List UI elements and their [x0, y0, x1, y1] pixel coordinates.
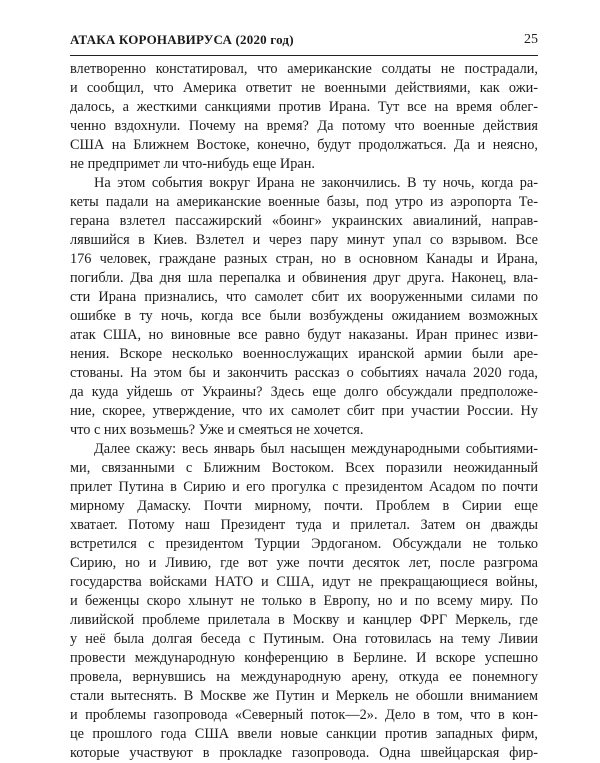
- text-line: ченно вздохнули. Почему на время? Да потому что военные действия: [70, 118, 538, 134]
- text-line: кеты падали на американские военные базы, под утро из аэропорта Те-: [70, 194, 538, 210]
- text-line: что с них возьмешь? Уже и смеяться не хочется.: [70, 422, 364, 438]
- text-line: и сообщил, что Америка ответит не военными действиями, как ожи-: [70, 80, 538, 96]
- text-line: стованы. На этом бы и закончить рассказ о событиях начала 2020 года,: [70, 365, 538, 381]
- text-line: не предпримет ли что-нибудь еще Иран.: [70, 156, 315, 172]
- text-line: мирному Дамаску. Почти мирному, почти. Проблем в Сирии еще: [70, 498, 538, 514]
- paragraph: [70, 174, 538, 440]
- text-line: прилет Путина в Сирию и его прогулка с президентом Асадом по почти: [70, 479, 538, 495]
- text-line: ние, скорее, утверждение, что их самолет сбит при участии России. Ну: [70, 403, 538, 419]
- text-line: провести международную конференцию в Берлине. И вскоре успешно: [70, 650, 538, 666]
- text-line: Сирию, но и Ливию, где вот уже почти десяток лет, после разгрома: [70, 555, 538, 571]
- text-line: и беженцы скоро хлынут не только в Европу, но и по всему миру. По: [70, 593, 538, 609]
- text-line: лявшийся в Киев. Взлетел и через пару минут упал со взрывом. Все: [70, 232, 538, 248]
- text-line: ошибке в ту ночь, когда все были возбуждены ожиданием возможных: [70, 308, 538, 324]
- text-line: да куда уйдешь от Украины? Здесь еще долго обсуждали предположе-: [70, 384, 538, 400]
- text-line: которые участвуют в прокладке газопровода. Одна швейцарская фир-: [70, 745, 538, 761]
- text-line: встретился с президентом Турции Эрдоганом. Обсуждали не только: [70, 536, 538, 552]
- text-line: На этом события вокруг Ирана не закончились. В ту ночь, когда ра-: [94, 175, 538, 191]
- text-line: провела, вернувшись на международную арену, откуда ее понемногу: [70, 669, 538, 685]
- text-line: стали вытеснять. В Москве же Путин и Меркель не обошли вниманием: [70, 688, 538, 704]
- text-line: у неё была долгая беседа с Путиным. Она готовилась на тему Ливии: [70, 631, 538, 647]
- text-line: ливийской проблеме прилетала в Москву и канцлер ФРГ Меркель, где: [70, 612, 538, 628]
- text-line: далось, а жесткими санкциями против Ирана. Тут все на время облег-: [70, 99, 538, 115]
- text-line: и проблемы газопровода «Северный поток—2». Дело в том, что в кон-: [70, 707, 538, 723]
- page-header: [70, 32, 538, 52]
- text-line: Далее скажу: весь январь был насыщен международными событиями-: [94, 441, 538, 457]
- body-text: [70, 60, 538, 763]
- paragraph: [70, 60, 538, 174]
- text-line: США на Ближнем Востоке, конечно, будут продолжаться. Да и неясно,: [70, 137, 538, 153]
- text-line: 176 человек, граждане разных стран, но в основном Канады и Ирана,: [70, 251, 538, 267]
- header-rule: [70, 55, 538, 56]
- text-line: ми, связанными с Ближним Востоком. Всех поразили неожиданный: [70, 460, 538, 476]
- running-title: АТАКА КОРОНАВИРУСА (2020 год): [70, 32, 294, 47]
- page-number: 25: [524, 32, 538, 47]
- text-line: нения. Вскоре несколько военнослужащих иранской армии были аре-: [70, 346, 538, 362]
- text-line: це прошлого года США ввели новые санкции против западных фирм,: [70, 726, 538, 742]
- text-line: хватает. Потому наш Президент туда и прилетал. Затем он дважды: [70, 517, 538, 533]
- text-line: атак США, но виновные все равно будут наказаны. Иран принес изви-: [70, 327, 538, 343]
- text-line: влетворенно констатировал, что американские солдаты не пострадали,: [70, 61, 538, 77]
- text-line: погибли. Два дня шла перепалка и обвинения друг друга. Наконец, вла-: [70, 270, 538, 286]
- text-line: герана взлетел пассажирский «боинг» украинских авиалиний, направ-: [70, 213, 538, 229]
- paragraph: [70, 440, 538, 763]
- text-line: сти Ирана признались, что самолет сбит их вооруженными силами по: [70, 289, 538, 305]
- text-line: государства войсками НАТО и США, идут не прекращающиеся войны,: [70, 574, 538, 590]
